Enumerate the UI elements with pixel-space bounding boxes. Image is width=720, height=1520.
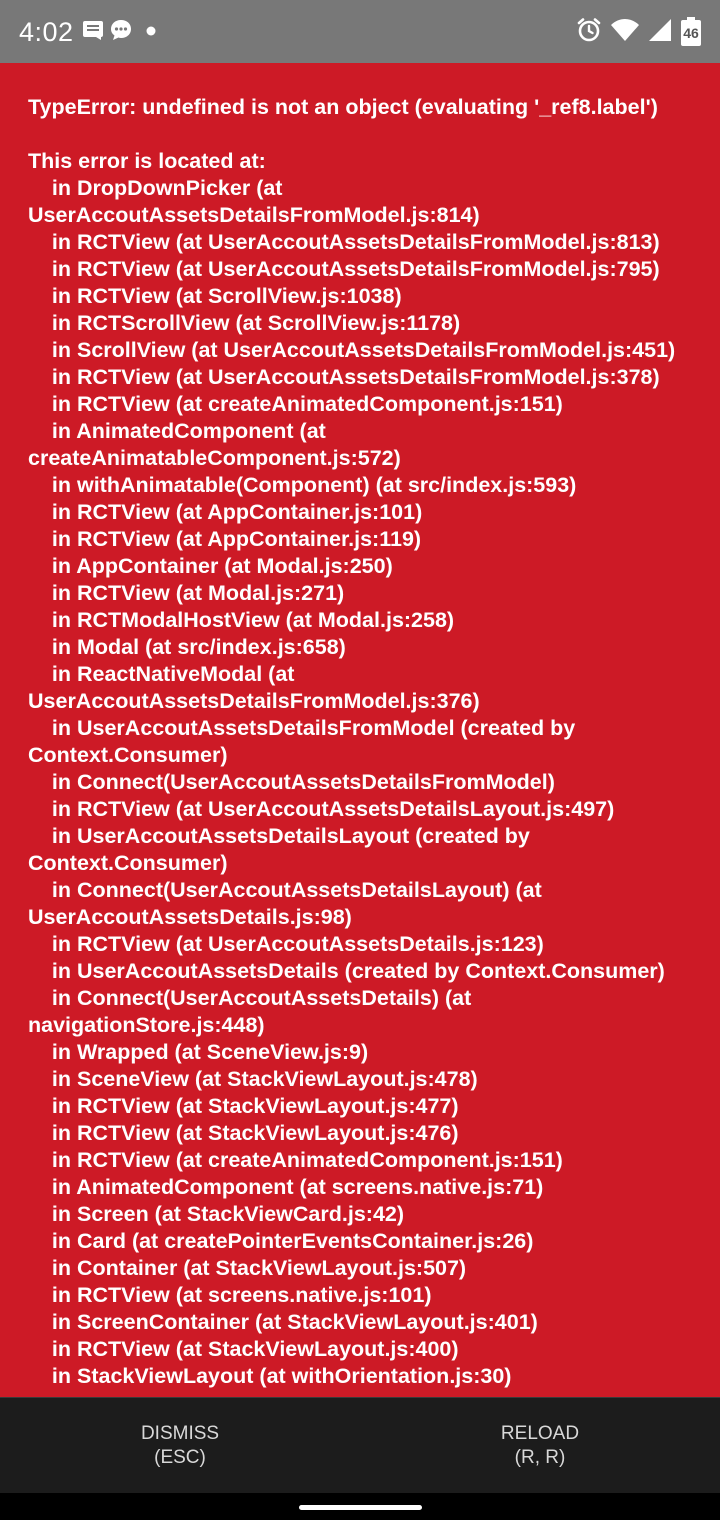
stack-trace-line: in Container (at StackViewLayout.js:507) — [28, 1256, 467, 1280]
wifi-icon — [610, 18, 640, 47]
dismiss-label: DISMISS — [140, 1423, 220, 1444]
action-bar — [0, 1397, 720, 1494]
stack-trace-line: in RCTView (at Modal.js:271) — [28, 581, 345, 605]
stack-trace-line: in RCTView (at UserAccoutAssetsDetailsFromModel.js:795) — [28, 257, 660, 281]
status-right-icons — [576, 16, 702, 48]
stack-trace-line: in RCTView (at UserAccoutAssetsDetailsFromModel.js:813) — [28, 230, 660, 254]
dismiss-button[interactable] — [0, 1398, 360, 1494]
stack-trace-line: in StackViewLayout (at withOrientation.js:30) — [28, 1364, 512, 1388]
status-time: 4:02 — [19, 17, 74, 47]
status-left-icons — [82, 18, 156, 46]
stack-trace-line: in Wrapped (at SceneView.js:9) — [28, 1040, 369, 1064]
stack-trace-line: in RCTView (at createAnimatedComponent.js:151) — [28, 392, 563, 416]
stack-trace-line: in Connect(UserAccoutAssetsDetails) (at navigationStore.js:448) — [28, 986, 478, 1037]
error-panel[interactable] — [0, 63, 720, 1397]
stack-trace-line: in UserAccoutAssetsDetails (created by Context.Consumer) — [28, 959, 665, 983]
message-icon — [82, 20, 104, 45]
signal-icon — [648, 18, 672, 47]
stack-trace-line: in RCTView (at UserAccoutAssetsDetails.js:123) — [28, 932, 544, 956]
stack-trace-line: in SceneView (at StackViewLayout.js:478) — [28, 1067, 478, 1091]
stack-trace-line: in ScrollView (at UserAccoutAssetsDetailsFromModel.js:451) — [28, 338, 676, 362]
stack-trace-line: in AnimatedComponent (at screens.native.js:71) — [28, 1175, 544, 1199]
stack-trace-line: in RCTView (at StackViewLayout.js:476) — [28, 1121, 459, 1145]
stack-trace-line: in Card (at createPointerEventsContainer.js:26) — [28, 1229, 534, 1253]
error-message: TypeError: undefined is not an object (evaluating '_ref8.label') — [28, 95, 658, 119]
battery-level: 46 — [683, 25, 699, 41]
stack-trace-line: in AppContainer (at Modal.js:250) — [28, 554, 393, 578]
stack-trace-line: in withAnimatable(Component) (at src/index.js:593) — [28, 473, 577, 497]
stack-trace-line: in ScreenContainer (at StackViewLayout.js:401) — [28, 1310, 538, 1334]
reload-button[interactable] — [360, 1398, 720, 1494]
stack-trace-line: in Screen (at StackViewCard.js:42) — [28, 1202, 405, 1226]
battery-icon — [680, 17, 702, 47]
status-bar — [0, 0, 720, 63]
stack-trace-line: in RCTView (at UserAccoutAssetsDetailsFromModel.js:378) — [28, 365, 660, 389]
stack-trace-line: in RCTView (at StackViewLayout.js:477) — [28, 1094, 459, 1118]
navigation-area — [0, 1493, 720, 1520]
chat-bubble-icon — [110, 19, 132, 46]
stack-trace-line: in RCTView (at StackViewLayout.js:400) — [28, 1337, 459, 1361]
stack-trace-line: in UserAccoutAssetsDetailsLayout (created by Context.Consumer) — [28, 824, 536, 875]
alarm-icon — [576, 17, 602, 48]
stack-trace-line: in RCTModalHostView (at Modal.js:258) — [28, 608, 455, 632]
stack-trace-line: in Connect(UserAccoutAssetsDetailsLayout) (at UserAccoutAssetsDetails.js:98) — [28, 878, 548, 929]
error-content — [28, 63, 688, 1390]
stack-trace-line: in RCTView (at UserAccoutAssetsDetailsLayout.js:497) — [28, 797, 615, 821]
dot-icon — [146, 23, 156, 41]
stack-trace-line: in RCTView (at AppContainer.js:101) — [28, 500, 423, 524]
reload-label: RELOAD — [500, 1423, 580, 1444]
stack-trace-line: in RCTView (at AppContainer.js:119) — [28, 527, 422, 551]
stack-trace-line: in ReactNativeModal (at UserAccoutAssetsDetailsFromModel.js:376) — [28, 662, 480, 713]
stack-trace — [28, 175, 688, 1390]
reload-shortcut: (R, R) — [514, 1447, 566, 1468]
stack-trace-line: in Modal (at src/index.js:658) — [28, 635, 346, 659]
stack-trace-line: in UserAccoutAssetsDetailsFromModel (created by Context.Consumer) — [28, 716, 582, 767]
stack-trace-line: in Connect(UserAccoutAssetsDetailsFromModel) — [28, 770, 555, 794]
stack-trace-line: in RCTView (at createAnimatedComponent.js:151) — [28, 1148, 563, 1172]
stack-trace-line: in RCTView (at screens.native.js:101) — [28, 1283, 432, 1307]
stack-trace-line: in AnimatedComponent (at createAnimatableComponent.js:572) — [28, 419, 401, 470]
stack-trace-line: in DropDownPicker (at UserAccoutAssetsDetailsFromModel.js:814) — [28, 176, 480, 227]
home-indicator[interactable] — [299, 1505, 422, 1510]
dismiss-shortcut: (ESC) — [154, 1447, 206, 1468]
stack-trace-line: in RCTView (at ScrollView.js:1038) — [28, 284, 402, 308]
stack-trace-line: in RCTScrollView (at ScrollView.js:1178) — [28, 311, 461, 335]
error-located-title: This error is located at: — [28, 149, 266, 173]
